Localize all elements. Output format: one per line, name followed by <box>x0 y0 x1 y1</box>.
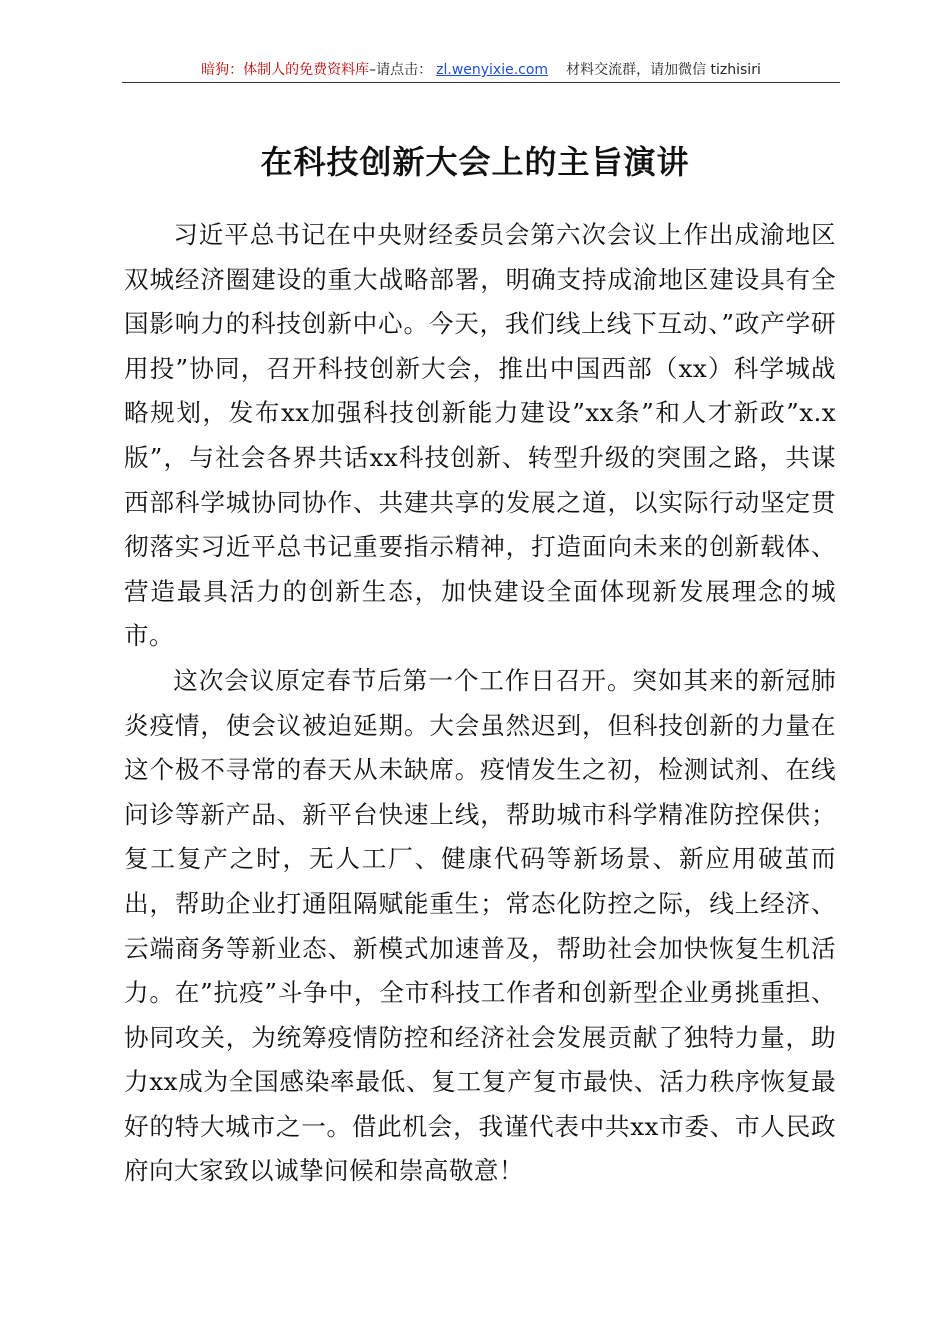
header-brand: 暗狗：体制人的免费资料库 <box>201 62 370 78</box>
paragraph-2: 这次会议原定春节后第一个工作日召开。突如其来的新冠肺炎疫情，使会议被迫延期。大会虽然迟到，但科技创新的力量在这个极不寻常的春天从未缺席。疫情发生之初，检测试剂、在线问诊等新产品、新平台快速上线，帮助城市科学精准防控保供；复工复产之时，无人工厂、健康代码等新场景、新应用破茧而出，帮助企业打通阻隔赋能重生；常态化防控之际，线上经济、云端商务等新业态、新模式加速普及，帮助社会加快恢复生机活力。在”抗疫”斗争中，全市科技工作者和创新型企业勇挑重担、协同攻关，为统筹疫情防控和经济社会发展贡献了独特力量，助力xx成为全国感染率最低、复工复产复市最快、活力秩序恢复最好的特大城市之一。借此机会，我谨代表中共xx市委、市人民政府向大家致以诚挚问候和崇高敬意！ <box>124 665 836 1186</box>
page-header <box>122 60 840 83</box>
header-link[interactable]: zl.wenyixie.com <box>436 62 549 78</box>
document-title: 在科技创新大会上的主旨演讲 <box>260 143 690 181</box>
header-click-prompt: –请点击： <box>369 62 433 78</box>
header-group-info: 材料交流群，请加微信 tizhisiri <box>566 62 761 78</box>
paragraph-1: 习近平总书记在中央财经委员会第六次会议上作出成渝地区双城经济圈建设的重大战略部署，明确支持成渝地区建设具有全国影响力的科技创新中心。今天，我们线上线下互动、”政产学研用投”协同，召开科技创新大会，推出中国西部（xx）科学城战略规划，发布xx加强科技创新能力建设”xx条”和人才新政”x.x版”，与社会各界共话xx科技创新、转型升级的突围之路，共谋西部科学城协同协作、共建共享的发展之道，以实际行动坚定贯彻落实习近平总书记重要指示精神，打造面向未来的创新载体、营造最具活力的创新生态，加快建设全面体现新发展理念的城市。 <box>124 220 836 651</box>
document-body <box>124 213 836 1194</box>
